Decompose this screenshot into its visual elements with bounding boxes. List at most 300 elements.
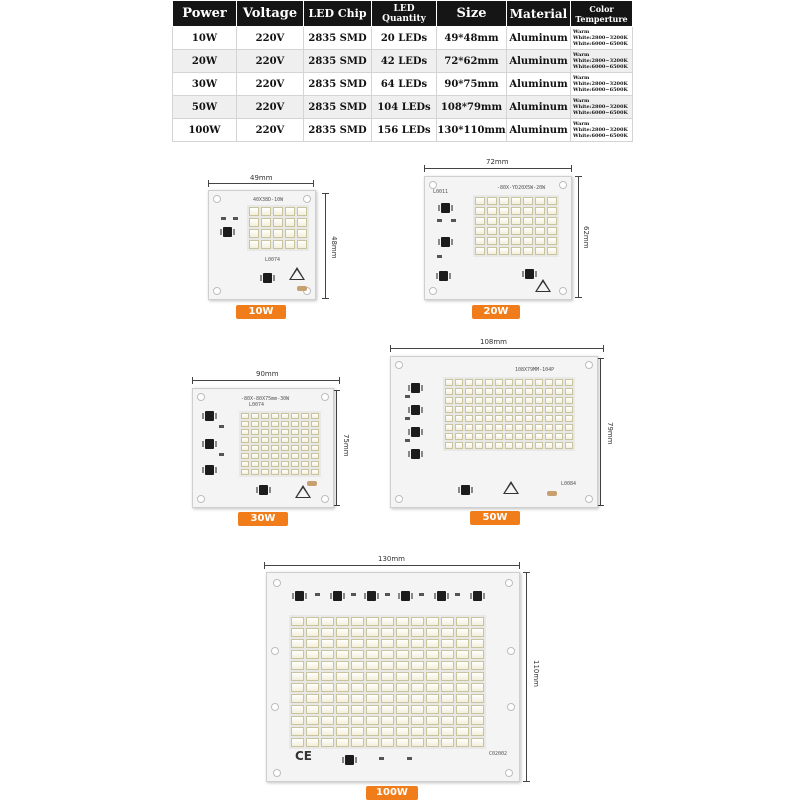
led-chip — [475, 433, 483, 440]
led-chip — [523, 227, 533, 235]
led-chip — [515, 442, 523, 449]
led-chip — [241, 413, 249, 419]
led-chip — [535, 237, 545, 245]
led-chip — [301, 453, 309, 459]
led-chip — [336, 661, 349, 670]
led-chip — [515, 415, 523, 422]
led-chip — [321, 694, 334, 703]
led-chip — [515, 433, 523, 440]
cell-power: 30W — [173, 73, 237, 96]
led-chip — [455, 424, 463, 431]
led-chip — [351, 639, 364, 648]
led-chip — [455, 397, 463, 404]
led-chip — [321, 628, 334, 637]
led-chip — [545, 406, 553, 413]
driver-ic — [411, 383, 420, 393]
driver-ic — [205, 465, 214, 475]
width-dimension-line — [208, 183, 314, 184]
led-chip — [456, 628, 469, 637]
led-chip — [241, 437, 249, 443]
led-chip — [547, 247, 557, 255]
led-chip — [555, 433, 563, 440]
solder-pad — [547, 491, 557, 496]
led-chip — [465, 415, 473, 422]
led-chip — [555, 388, 563, 395]
led-chip — [366, 672, 379, 681]
led-chip — [505, 424, 513, 431]
led-chip — [297, 207, 307, 216]
driver-ic — [441, 203, 450, 213]
led-chip — [565, 379, 573, 386]
led-chip — [487, 207, 497, 215]
cell-led-quantity: 64 LEDs — [372, 73, 437, 96]
led-chip — [261, 229, 271, 238]
height-dimension-line — [578, 176, 579, 298]
rectifier-chip — [259, 485, 268, 495]
led-chip — [426, 628, 439, 637]
header-power: Power — [173, 1, 237, 27]
led-chip — [311, 429, 319, 435]
led-chip — [523, 247, 533, 255]
led-chip — [547, 197, 557, 205]
led-chip — [441, 661, 454, 670]
led-chip — [487, 247, 497, 255]
power-badge-50w: 50W — [470, 511, 520, 525]
led-chip — [251, 469, 259, 475]
led-chip — [411, 683, 424, 692]
cell-led-chip: 2835 SMD — [304, 27, 372, 50]
led-chip — [426, 639, 439, 648]
led-chip — [441, 738, 454, 747]
led-chip — [505, 442, 513, 449]
led-chip — [285, 218, 295, 227]
led-chip — [321, 650, 334, 659]
led-chip — [301, 429, 309, 435]
led-chip — [336, 727, 349, 736]
led-chip — [535, 424, 543, 431]
led-chip — [301, 461, 309, 467]
mount-hole — [559, 287, 567, 295]
resistor — [455, 593, 460, 596]
table-row — [173, 50, 633, 73]
led-chip — [471, 738, 484, 747]
led-chip — [525, 406, 533, 413]
led-chip — [426, 738, 439, 747]
led-chip — [306, 650, 319, 659]
led-chip — [487, 227, 497, 235]
led-chip — [485, 415, 493, 422]
cell-voltage: 220V — [237, 73, 304, 96]
resistor — [405, 395, 410, 398]
led-board-30w — [192, 388, 334, 508]
led-board-100w — [266, 572, 520, 782]
led-chip — [241, 453, 249, 459]
led-chip — [535, 397, 543, 404]
led-chip — [321, 672, 334, 681]
board-silkscreen-label: 40X38D-10W — [253, 197, 284, 203]
led-chip — [251, 461, 259, 467]
mount-hole — [321, 495, 329, 503]
led-chip — [535, 247, 545, 255]
height-dimension-line — [325, 193, 326, 299]
led-chip — [251, 445, 259, 451]
warning-triangle-icon — [295, 485, 311, 498]
spec-table — [172, 0, 633, 142]
led-chip — [455, 388, 463, 395]
height-dimension-label: 48mm — [330, 236, 338, 259]
led-chip — [475, 406, 483, 413]
led-chip — [495, 397, 503, 404]
led-chip — [306, 716, 319, 725]
led-chip — [525, 415, 533, 422]
led-chip — [281, 429, 289, 435]
led-chip — [291, 461, 299, 467]
led-chip — [456, 672, 469, 681]
led-chip — [281, 445, 289, 451]
resistor — [385, 593, 390, 596]
solder-pad — [297, 286, 307, 291]
led-chip — [511, 237, 521, 245]
resistor — [437, 255, 442, 258]
rectifier-chip — [461, 485, 470, 495]
led-chip — [251, 429, 259, 435]
driver-ic — [295, 591, 304, 601]
board-silkscreen-label: 108X79MM-104P — [515, 367, 555, 373]
led-chip — [306, 672, 319, 681]
resistor — [405, 439, 410, 442]
led-chip — [261, 207, 271, 216]
led-chip — [471, 650, 484, 659]
led-chip — [321, 716, 334, 725]
led-chip — [523, 207, 533, 215]
led-chip — [351, 672, 364, 681]
led-chip — [285, 229, 295, 238]
led-chip — [271, 445, 279, 451]
led-chip — [381, 705, 394, 714]
led-chip — [475, 424, 483, 431]
led-chip — [336, 716, 349, 725]
led-chip — [511, 227, 521, 235]
led-chip — [311, 469, 319, 475]
led-chip — [471, 628, 484, 637]
mount-hole — [505, 579, 513, 587]
width-dimension-line — [390, 348, 604, 349]
led-chip — [291, 738, 304, 747]
led-chip — [535, 227, 545, 235]
led-chip — [475, 197, 485, 205]
mount-hole — [429, 287, 437, 295]
table-row — [173, 96, 633, 119]
led-chip — [411, 705, 424, 714]
led-chip — [261, 469, 269, 475]
board-code-label: L0074 — [249, 402, 265, 408]
mount-hole — [559, 181, 567, 189]
led-chip — [396, 628, 409, 637]
led-chip — [351, 738, 364, 747]
led-chip — [351, 617, 364, 626]
led-chip — [535, 406, 543, 413]
spec-header-row — [173, 1, 633, 27]
led-chip — [366, 661, 379, 670]
led-chip — [261, 461, 269, 467]
led-chip — [511, 197, 521, 205]
mount-hole — [395, 495, 403, 503]
driver-ic — [411, 405, 420, 415]
led-chip — [456, 683, 469, 692]
led-chip — [475, 415, 483, 422]
height-dimension-line — [600, 358, 601, 506]
led-chip — [291, 705, 304, 714]
led-chip — [471, 727, 484, 736]
led-chip — [499, 197, 509, 205]
led-chip — [271, 437, 279, 443]
header-size: Size — [437, 1, 507, 27]
led-chip — [525, 442, 533, 449]
led-chip — [505, 397, 513, 404]
led-chip — [495, 433, 503, 440]
led-chip — [445, 397, 453, 404]
led-chip — [475, 397, 483, 404]
led-chip — [251, 421, 259, 427]
led-chip — [525, 379, 533, 386]
header-led-chip: LED Chip — [304, 1, 372, 27]
led-chip — [465, 433, 473, 440]
cell-size: 108*79mm — [437, 96, 507, 119]
led-chip — [381, 738, 394, 747]
led-array — [289, 615, 486, 749]
led-chip — [555, 415, 563, 422]
resistor — [233, 217, 238, 220]
cell-color-temperature: Warm White:2800~3200K White:6000~6500K — [571, 50, 633, 73]
led-chip — [505, 433, 513, 440]
led-chip — [336, 639, 349, 648]
led-chip — [306, 628, 319, 637]
height-dimension-label: 110mm — [532, 660, 540, 687]
cell-size: 49*48mm — [437, 27, 507, 50]
led-chip — [475, 379, 483, 386]
led-chip — [291, 694, 304, 703]
led-chip — [351, 628, 364, 637]
led-chip — [495, 415, 503, 422]
led-chip — [336, 694, 349, 703]
led-chip — [366, 716, 379, 725]
cell-material: Aluminum — [507, 73, 571, 96]
led-chip — [511, 217, 521, 225]
cell-led-quantity: 20 LEDs — [372, 27, 437, 50]
led-chip — [381, 716, 394, 725]
led-chip — [271, 469, 279, 475]
led-array — [473, 195, 559, 257]
led-chip — [505, 406, 513, 413]
led-chip — [411, 628, 424, 637]
led-chip — [273, 218, 283, 227]
cell-voltage: 220V — [237, 96, 304, 119]
led-chip — [475, 247, 485, 255]
led-chip — [525, 424, 533, 431]
led-chip — [351, 727, 364, 736]
led-chip — [381, 639, 394, 648]
width-dimension-line — [424, 168, 572, 169]
led-array — [239, 411, 321, 477]
driver-ic — [401, 591, 410, 601]
led-chip — [485, 388, 493, 395]
led-chip — [426, 705, 439, 714]
mount-hole — [213, 287, 221, 295]
led-chip — [545, 424, 553, 431]
led-chip — [426, 683, 439, 692]
led-chip — [455, 415, 463, 422]
led-chip — [499, 247, 509, 255]
led-chip — [495, 388, 503, 395]
led-chip — [445, 415, 453, 422]
warning-triangle-icon — [289, 267, 305, 280]
header-material: Material — [507, 1, 571, 27]
led-chip — [321, 727, 334, 736]
width-dimension-label: 90mm — [256, 370, 279, 378]
mount-hole — [429, 181, 437, 189]
led-chip — [535, 433, 543, 440]
led-chip — [336, 738, 349, 747]
led-chip — [475, 388, 483, 395]
led-chip — [366, 738, 379, 747]
led-chip — [411, 716, 424, 725]
cell-voltage: 220V — [237, 119, 304, 142]
led-chip — [441, 705, 454, 714]
led-chip — [475, 217, 485, 225]
led-chip — [505, 388, 513, 395]
led-chip — [441, 617, 454, 626]
cell-size: 72*62mm — [437, 50, 507, 73]
led-chip — [321, 738, 334, 747]
driver-ic — [441, 237, 450, 247]
resistor — [405, 417, 410, 420]
mount-hole — [505, 769, 513, 777]
led-chip — [515, 397, 523, 404]
led-chip — [499, 227, 509, 235]
led-chip — [471, 716, 484, 725]
led-chip — [396, 672, 409, 681]
led-chip — [336, 650, 349, 659]
led-chip — [547, 237, 557, 245]
mount-hole — [507, 647, 515, 655]
led-chip — [261, 240, 271, 249]
mount-hole — [213, 195, 221, 203]
led-chip — [411, 694, 424, 703]
mount-hole — [395, 361, 403, 369]
mount-hole — [271, 703, 279, 711]
led-chip — [336, 672, 349, 681]
resistor — [379, 757, 384, 760]
led-chip — [291, 639, 304, 648]
width-dimension-label: 108mm — [480, 338, 507, 346]
cell-material: Aluminum — [507, 50, 571, 73]
led-chip — [456, 639, 469, 648]
led-chip — [475, 442, 483, 449]
led-chip — [381, 650, 394, 659]
led-chip — [396, 650, 409, 659]
led-chip — [306, 694, 319, 703]
led-chip — [281, 421, 289, 427]
led-chip — [301, 437, 309, 443]
led-chip — [525, 388, 533, 395]
led-chip — [465, 388, 473, 395]
led-chip — [495, 406, 503, 413]
power-badge-10w: 10W — [236, 305, 286, 319]
led-chip — [271, 429, 279, 435]
led-chip — [426, 716, 439, 725]
led-chip — [249, 240, 259, 249]
led-chip — [475, 237, 485, 245]
led-chip — [306, 661, 319, 670]
mount-hole — [273, 579, 281, 587]
led-chip — [336, 705, 349, 714]
led-chip — [445, 379, 453, 386]
led-chip — [271, 421, 279, 427]
cell-size: 130*110mm — [437, 119, 507, 142]
led-chip — [291, 661, 304, 670]
led-board-20w — [424, 176, 572, 300]
led-chip — [297, 240, 307, 249]
led-chip — [535, 388, 543, 395]
led-chip — [249, 229, 259, 238]
led-chip — [241, 421, 249, 427]
led-chip — [396, 639, 409, 648]
mount-hole — [585, 495, 593, 503]
led-chip — [471, 617, 484, 626]
led-chip — [535, 217, 545, 225]
led-chip — [311, 421, 319, 427]
led-board-50w — [390, 356, 598, 508]
board-silkscreen-label: -80X-80X75mm-30W — [241, 396, 290, 402]
cell-voltage: 220V — [237, 27, 304, 50]
mount-hole — [303, 195, 311, 203]
led-chip — [311, 445, 319, 451]
led-chip — [441, 727, 454, 736]
power-badge-30w: 30W — [238, 512, 288, 526]
led-chip — [426, 727, 439, 736]
resistor — [407, 757, 412, 760]
cell-color-temperature: Warm White:2800~3200K White:6000~6500K — [571, 73, 633, 96]
led-chip — [535, 197, 545, 205]
led-chip — [396, 705, 409, 714]
led-chip — [366, 617, 379, 626]
led-chip — [396, 694, 409, 703]
cell-led-chip: 2835 SMD — [304, 73, 372, 96]
led-chip — [291, 421, 299, 427]
led-chip — [291, 716, 304, 725]
led-chip — [301, 413, 309, 419]
led-chip — [321, 639, 334, 648]
led-chip — [311, 461, 319, 467]
led-chip — [565, 415, 573, 422]
header-led-quantity: LED Quantity — [372, 1, 437, 27]
led-chip — [285, 240, 295, 249]
led-chip — [545, 415, 553, 422]
led-chip — [456, 716, 469, 725]
led-chip — [291, 650, 304, 659]
led-chip — [381, 661, 394, 670]
cell-led-chip: 2835 SMD — [304, 50, 372, 73]
led-chip — [555, 379, 563, 386]
led-chip — [251, 453, 259, 459]
led-chip — [465, 406, 473, 413]
power-badge-20w: 20W — [472, 305, 520, 319]
led-chip — [465, 424, 473, 431]
led-chip — [505, 379, 513, 386]
led-chip — [297, 229, 307, 238]
led-chip — [366, 628, 379, 637]
led-chip — [261, 421, 269, 427]
